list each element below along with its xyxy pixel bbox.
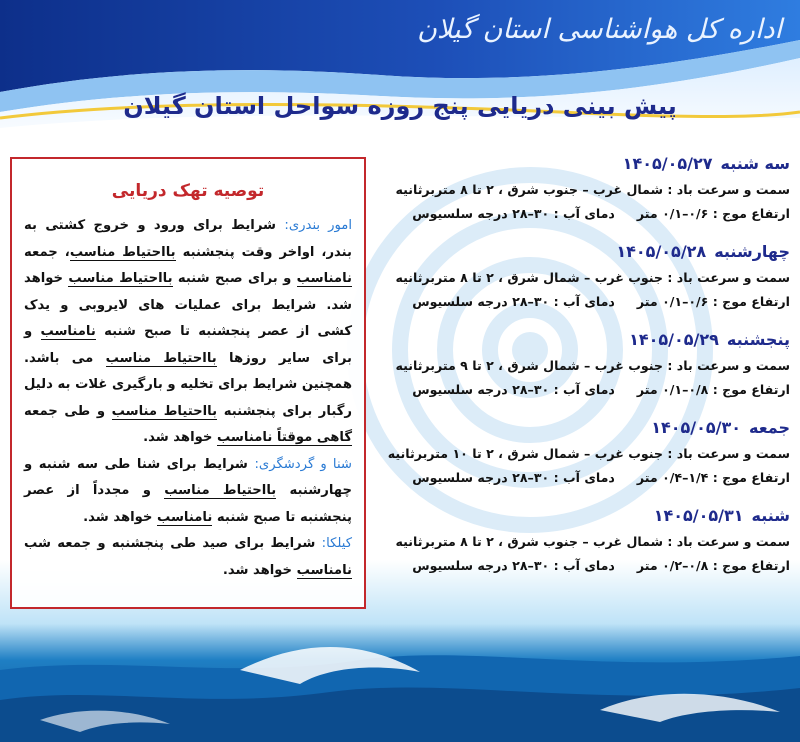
forecast-day-heading	[378, 326, 790, 354]
day-name: چهارشنبه	[714, 242, 790, 261]
forecast-day	[378, 414, 790, 490]
advice-text-part: ، جمعه	[24, 244, 70, 260]
advice-text	[24, 213, 352, 584]
advice-highlight: گاهی موقتاً نامناسب	[216, 430, 352, 445]
advice-text-part: شرایط برای شنا طی سه شنبه و چهارشنبه	[24, 456, 352, 498]
advice-highlight: بااحتیاط مناسب	[68, 271, 173, 286]
kilka-fishing-label: کیلکا:	[321, 536, 352, 551]
wind-line: سمت و سرعت باد : جنوب غرب – شمال شرق ، ۲ تا ۹ متربرثانیه	[395, 358, 790, 373]
day-name: پنجشنبه	[726, 330, 790, 349]
wave-height: ارتفاع موج : ۱/۴–۰/۴ متر	[636, 470, 790, 485]
advice-text-part: شرایط برای صید طی پنجشنبه و جمعه شب	[24, 536, 322, 551]
wave-height: ارتفاع موج : ۰/۶–۰/۱ متر	[636, 206, 790, 221]
advice-text-part: خواهد شد.	[143, 430, 217, 445]
port-affairs-label: امور بندری:	[284, 218, 352, 233]
organization-name: اداره کل هواشناسی استان گیلان	[417, 14, 782, 45]
advice-highlight: بااحتیاط مناسب	[111, 403, 218, 419]
water-temp: دمای آب : ۳۰–۲۸ درجه سلسیوس	[412, 206, 615, 221]
advice-text-part: و مجدداً از عصر پنجشنبه تا صبح شنبه	[24, 483, 352, 525]
wave-height: ارتفاع موج : ۰/۶–۰/۱ متر	[636, 294, 790, 309]
swimming-tourism-label: شنا و گردشگری:	[254, 456, 352, 472]
advice-text-part: و برای سایر روزها	[24, 324, 352, 366]
advice-text-part: خواهد شد.	[83, 509, 157, 525]
forecast-day	[378, 502, 790, 578]
daily-forecast-list	[378, 150, 790, 590]
wave-temp-line	[378, 466, 790, 490]
forecast-day-heading	[378, 502, 790, 530]
advice-highlight: نامناسب	[157, 509, 213, 525]
page-title: پیش بینی دریایی پنج روزه سواحل استان گیلان	[123, 92, 677, 120]
day-date: ۱۴۰۵/۰۵/۲۸	[616, 242, 707, 261]
wind-line: سمت و سرعت باد : شمال غرب – جنوب شرق ، ۲ تا ۸ متربرثانیه	[395, 182, 790, 197]
advice-text-part: شرایط برای ورود و خروج کشتی به بندر، اواخر وقت پنجشنبه	[24, 218, 352, 260]
advice-text-part: می باشد. همچنین شرایط برای تخلیه و بارگیری غلات به دلیل رگبار برای پنجشنبه	[24, 350, 352, 419]
forecast-day	[378, 326, 790, 402]
water-temp: دمای آب : ۳۰–۲۸ درجه سلسیوس	[412, 382, 615, 397]
forecast-day-heading	[378, 414, 790, 442]
forecast-day-heading	[378, 238, 790, 266]
advice-text-part: خواهد شد. شرایط برای عملیات های لایروبی و یدک کشی از عصر پنجشنبه تا صبح شنبه	[24, 271, 352, 339]
day-date: ۱۴۰۵/۰۵/۳۰	[651, 418, 741, 437]
water-temp: دمای آب : ۳۰–۲۸ درجه سلسیوس	[412, 558, 615, 573]
advice-text-part: خواهد شد.	[222, 562, 297, 578]
day-date: ۱۴۰۵/۰۵/۲۷	[622, 154, 713, 173]
wind-line: سمت و سرعت باد : شمال غرب – جنوب شرق ، ۲ تا ۸ متربرثانیه	[395, 534, 790, 549]
wind-line: سمت و سرعت باد : جنوب غرب – شمال شرق ، ۲ تا ۸ متربرثانیه	[395, 270, 790, 285]
advice-text-part: و برای صبح شنبه	[172, 271, 297, 286]
wave-height: ارتفاع موج : ۰/۸–۰/۲ متر	[636, 558, 790, 573]
day-name: شنبه	[751, 506, 790, 525]
advice-highlight: نامناسب	[40, 324, 96, 339]
day-date: ۱۴۰۵/۰۵/۲۹	[629, 330, 719, 349]
advice-highlight: بااحتیاط مناسب	[69, 244, 176, 260]
advice-highlight: بااحتیاط مناسب	[105, 350, 217, 366]
advice-highlight: نامناسب	[296, 271, 353, 286]
wave-temp-line	[378, 554, 790, 578]
water-temp: دمای آب : ۳۰–۲۸ درجه سلسیوس	[412, 470, 615, 485]
advice-title: توصیه تهک دریایی	[111, 181, 265, 201]
wind-line: سمت و سرعت باد : جنوب غرب – شمال شرق ، ۲ تا ۱۰ متربرثانیه	[387, 446, 790, 461]
advice-highlight: بااحتیاط مناسب	[164, 483, 277, 498]
day-name: سه شنبه	[720, 154, 790, 173]
day-name: جمعه	[749, 418, 790, 437]
forecast-day	[378, 238, 790, 314]
wave-temp-line	[378, 378, 790, 402]
wave-temp-line	[378, 202, 790, 226]
forecast-day	[378, 150, 790, 226]
day-date: ۱۴۰۵/۰۵/۳۱	[653, 506, 744, 525]
advice-highlight: نامناسب	[296, 562, 352, 578]
water-temp: دمای آب : ۳۰–۲۸ درجه سلسیوس	[412, 294, 615, 309]
wave-temp-line	[378, 290, 790, 314]
wave-height: ارتفاع موج : ۰/۸–۰/۱ متر	[636, 382, 790, 397]
marine-advice-box	[10, 157, 366, 609]
forecast-day-heading	[378, 150, 790, 178]
advice-text-part: و طی جمعه	[24, 403, 112, 419]
